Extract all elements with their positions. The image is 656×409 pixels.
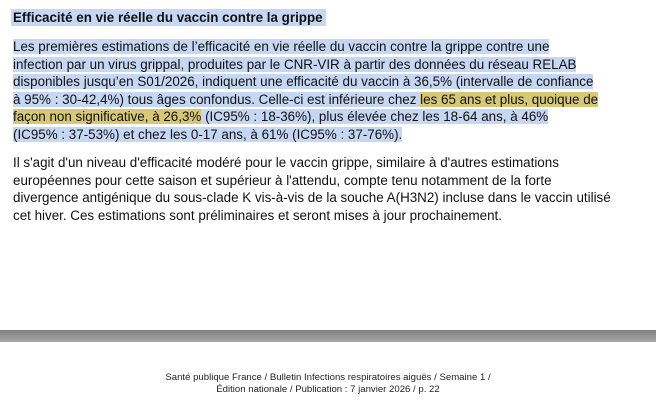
text-line bbox=[13, 38, 643, 56]
text-line: européennes pour cette saison et supérieur à l'attendu, compte tenu notamment de la forte bbox=[13, 172, 552, 188]
text-line bbox=[13, 91, 643, 109]
text-line bbox=[13, 126, 643, 144]
page-footer bbox=[0, 372, 656, 396]
text-line: divergence antigénique du sous-clade K vis-à-vis de la souche A(H3N2) incluse dans le vaccin utilisé bbox=[13, 190, 611, 205]
paragraph-interpretation bbox=[13, 154, 643, 224]
selected-text: Les premières estimations de l’efficacité en vie réelle du vaccin contre la grippe contre une bbox=[13, 39, 550, 54]
selected-text: (IC95% : 18-36%), plus élevée chez les 18-64 ans, à 46% bbox=[201, 109, 549, 124]
text-line: Il s'agit d'un niveau d'efficacité modéré pour le vaccin grippe, similaire à d'autres estimations bbox=[13, 155, 559, 170]
selected-text: infection par un virus grippal, produites par le CNR-VIR à partir des données du réseau RELAB bbox=[13, 56, 577, 72]
footer-line: Santé publique France / Bulletin Infections respiratoires aiguës / Semaine 1 / bbox=[165, 372, 491, 383]
selected-text: (IC95% : 37-53%) et chez les 0-17 ans, à 61% (IC95% : 37-76%). bbox=[13, 126, 403, 142]
section-heading: Efficacité en vie réelle du vaccin contre la grippe bbox=[11, 9, 326, 26]
selected-text: disponibles jusqu’en S01/2026, indiquent une efficacité du vaccin à 36,5% (intervalle de confiance bbox=[13, 74, 594, 89]
selected-text: à 95% : 30-42,4%) tous âges confondus. Celle-ci est inférieure chez bbox=[13, 91, 421, 107]
text-line bbox=[13, 108, 643, 126]
highlighted-text: les 65 ans et plus, quoique de bbox=[420, 91, 599, 107]
footer-line: Édition nationale / Publication : 7 janvier 2026 / p. 22 bbox=[216, 384, 440, 395]
text-line: cet hiver. Ces estimations sont préliminaires et seront mises à jour prochainement. bbox=[13, 207, 502, 223]
highlighted-text: façon non significative, à 26,3% bbox=[13, 109, 202, 124]
paragraph-efficacy-estimates bbox=[13, 38, 643, 143]
text-line bbox=[13, 56, 643, 74]
page-divider bbox=[0, 330, 656, 342]
text-line bbox=[13, 73, 643, 91]
